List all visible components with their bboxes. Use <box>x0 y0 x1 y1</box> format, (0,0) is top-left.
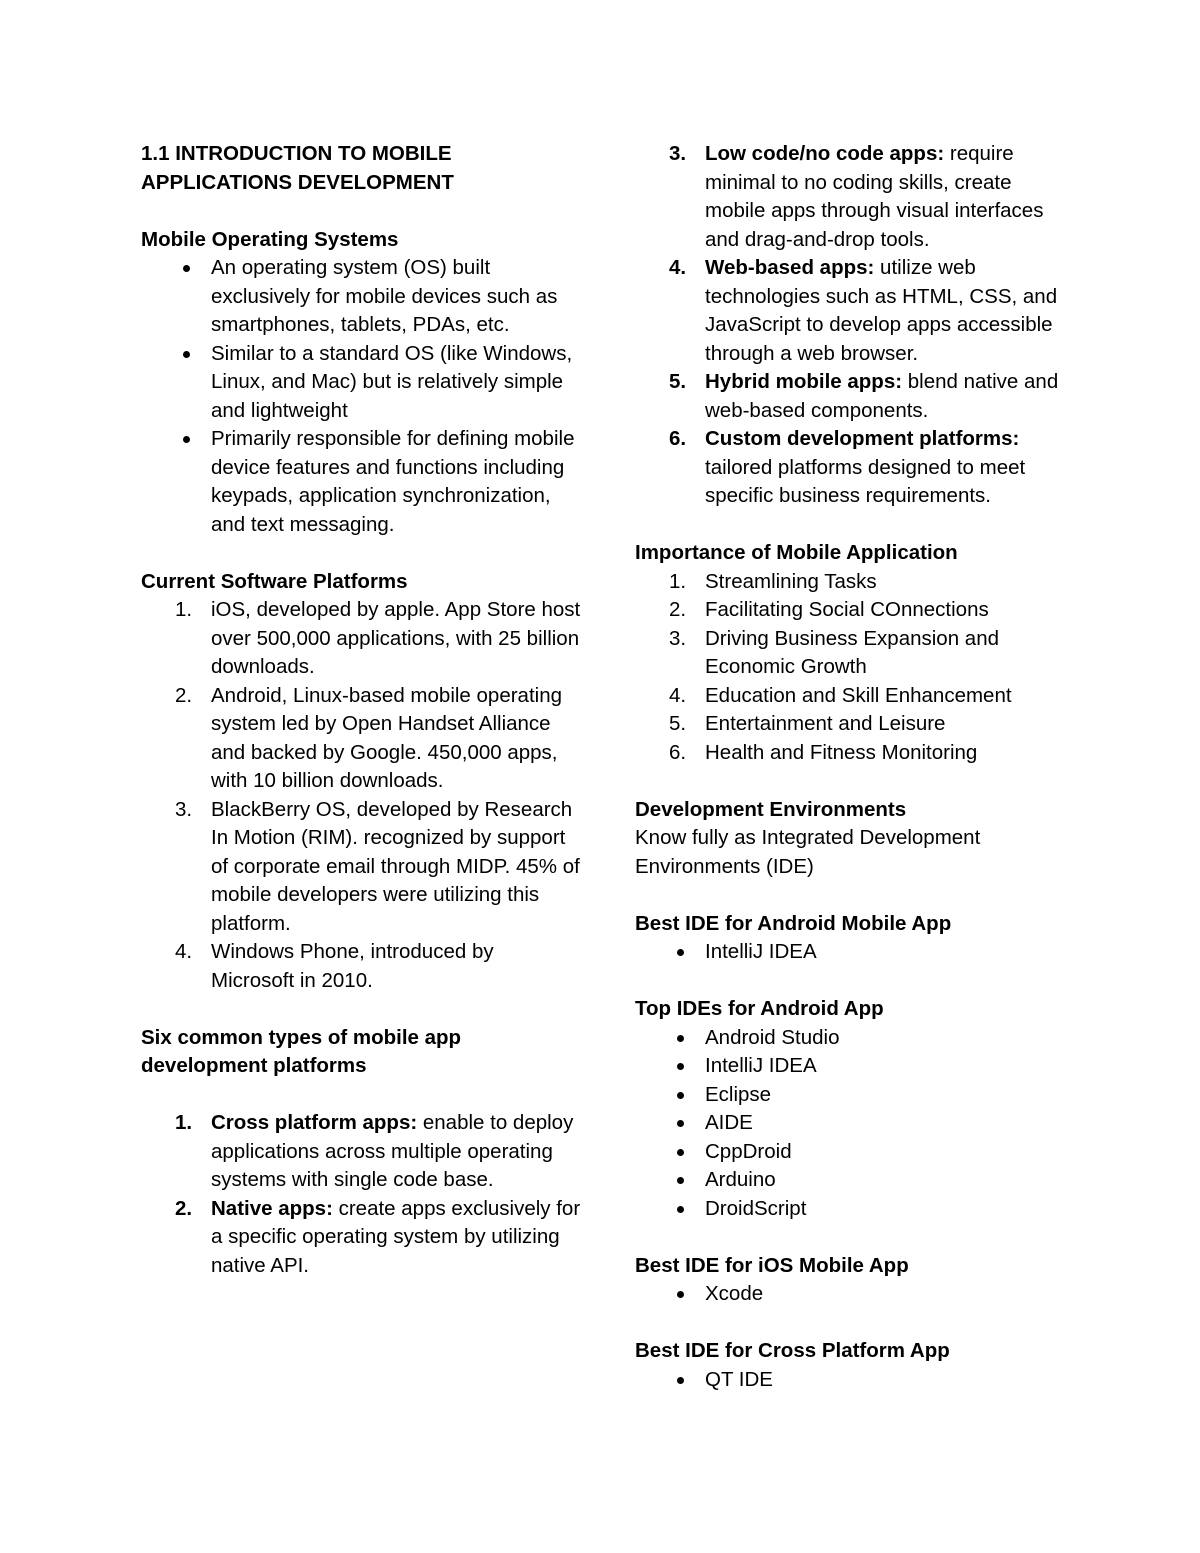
list-number: 2. <box>669 598 687 621</box>
list-item <box>635 596 1065 625</box>
title-line-1: 1.1 INTRODUCTION TO MOBILE <box>141 142 452 165</box>
list-item <box>635 1366 1065 1395</box>
list-item <box>635 682 1065 711</box>
list-item <box>141 796 581 939</box>
list-item <box>635 368 1065 425</box>
list-item-text: Facilitating Social COnnections <box>705 598 989 621</box>
list-item-term: Custom development platforms: <box>705 427 1020 450</box>
left-column <box>141 140 581 1280</box>
bullet-icon <box>677 1149 684 1156</box>
top-android-list <box>635 1024 1065 1224</box>
bullet-icon <box>677 1092 684 1099</box>
list-item <box>141 254 581 340</box>
list-number: 4. <box>669 683 687 707</box>
list-item-term: Cross platform apps: <box>211 1111 418 1134</box>
list-number: 3. <box>669 626 687 650</box>
list-number: 5. <box>669 712 687 735</box>
list-item <box>635 140 1065 254</box>
bullet-icon <box>677 1377 684 1384</box>
list-item-text: require minimal to no coding skills, create mobile apps through visual interfaces and drag-and-drop tools. <box>705 142 1044 251</box>
title-line-2: APPLICATIONS DEVELOPMENT <box>141 170 454 194</box>
platforms-heading: Current Software Platforms <box>141 569 408 593</box>
list-item-text: utilize web technologies such as HTML, CSS, and JavaScript to develop apps accessible through a web browser. <box>705 256 1058 365</box>
list-item-text: Xcode <box>705 1282 764 1305</box>
list-item <box>635 739 1065 768</box>
list-item-text: QT IDE <box>705 1367 773 1391</box>
list-item <box>141 425 581 539</box>
list-item-text: Entertainment and Leisure <box>705 712 946 735</box>
list-item <box>635 1024 1065 1053</box>
list-number: 5. <box>669 370 687 393</box>
list-item <box>141 938 581 995</box>
best-cross-list <box>635 1366 1065 1395</box>
list-item <box>635 625 1065 682</box>
list-item-text: Arduino <box>705 1168 776 1191</box>
best-ios-list <box>635 1280 1065 1309</box>
list-item-text: Similar to a standard OS (like Windows, Linux, and Mac) but is relatively simple and lightweight <box>211 341 573 422</box>
bullet-icon <box>677 1206 684 1213</box>
list-item-text: Health and Fitness Monitoring <box>705 740 978 764</box>
list-item <box>141 1195 581 1281</box>
list-number: 2. <box>175 683 193 707</box>
dev-env-text: Know fully as Integrated Development Environments (IDE) <box>635 826 981 878</box>
list-item-text: AIDE <box>705 1111 753 1134</box>
bullet-icon <box>677 1035 684 1042</box>
list-number: 3. <box>175 797 193 821</box>
six-types-heading-line-1: Six common types of mobile app <box>141 1025 462 1049</box>
list-item-text: An operating system (OS) built exclusively for mobile devices such as smartphones, tablets, PDAs, etc. <box>211 256 558 336</box>
list-item-text: Driving Business Expansion and Economic Growth <box>705 626 999 678</box>
list-item-text: IntelliJ IDEA <box>705 1054 817 1077</box>
list-item-text: blend native and web-based components. <box>705 370 1059 422</box>
bullet-icon <box>677 1120 684 1127</box>
list-item <box>141 340 581 426</box>
top-android-heading: Top IDEs for Android App <box>635 997 884 1020</box>
list-item-text: IntelliJ IDEA <box>705 940 817 963</box>
bullet-icon <box>677 1291 684 1298</box>
list-item <box>635 1109 1065 1138</box>
list-item-text: tailored platforms designed to meet specific business requirements. <box>705 455 1026 507</box>
list-number: 1. <box>669 569 687 593</box>
list-item <box>635 1195 1065 1224</box>
list-item-text: Primarily responsible for defining mobile device features and functions including keypads, application synchronization, and text messaging. <box>211 427 575 536</box>
platforms-list <box>141 596 581 995</box>
list-item <box>635 1052 1065 1081</box>
list-number: 1. <box>175 598 193 621</box>
list-item <box>635 1138 1065 1167</box>
list-item <box>141 1109 581 1195</box>
right-column <box>635 140 1065 1394</box>
mobile-os-heading: Mobile Operating Systems <box>141 227 399 251</box>
list-number: 4. <box>175 940 193 963</box>
list-item <box>635 425 1065 511</box>
mobile-os-list <box>141 254 581 539</box>
list-number: 2. <box>175 1196 193 1220</box>
list-item-term: Low code/no code apps: <box>705 142 945 165</box>
importance-list <box>635 568 1065 768</box>
bullet-icon <box>677 1063 684 1070</box>
best-ios-heading: Best IDE for iOS Mobile App <box>635 1253 909 1277</box>
list-number: 1. <box>175 1111 193 1134</box>
list-item-term: Web-based apps: <box>705 256 875 279</box>
list-number: 6. <box>669 740 687 764</box>
best-android-list <box>635 938 1065 967</box>
list-item-text: Android, Linux-based mobile operating system led by Open Handset Alliance and backed by Google. 450,000 apps, with 10 billion downloads. <box>211 683 563 792</box>
list-item <box>635 1280 1065 1309</box>
six-types-heading-line-2: development platforms <box>141 1054 367 1077</box>
list-item <box>635 710 1065 739</box>
best-android-heading: Best IDE for Android Mobile App <box>635 911 952 935</box>
list-number: 6. <box>669 427 687 450</box>
list-item-term: Hybrid mobile apps: <box>705 370 903 393</box>
list-item <box>141 596 581 682</box>
importance-heading: Importance of Mobile Application <box>635 541 958 564</box>
list-item-text: Education and Skill Enhancement <box>705 683 1012 707</box>
best-cross-heading: Best IDE for Cross Platform App <box>635 1339 950 1362</box>
six-types-list <box>141 1109 581 1280</box>
bullet-icon <box>677 949 684 956</box>
list-number: 3. <box>669 142 687 165</box>
bullet-icon <box>677 1177 684 1184</box>
bullet-icon <box>183 351 190 358</box>
list-item-text: DroidScript <box>705 1196 807 1220</box>
page-title <box>141 140 581 197</box>
list-number: 4. <box>669 256 687 279</box>
bullet-icon <box>183 436 190 443</box>
list-item <box>635 938 1065 967</box>
list-item-text: create apps exclusively for a specific operating system by utilizing native API. <box>211 1196 581 1277</box>
list-item-text: Streamlining Tasks <box>705 569 877 593</box>
list-item-term: Native apps: <box>211 1196 333 1220</box>
list-item <box>635 254 1065 368</box>
six-types-list-continued <box>635 140 1065 511</box>
bullet-icon <box>183 265 190 272</box>
list-item <box>635 1166 1065 1195</box>
list-item-text: Android Studio <box>705 1025 840 1049</box>
list-item <box>635 568 1065 597</box>
list-item <box>635 1081 1065 1110</box>
list-item-text: Windows Phone, introduced by Microsoft in 2010. <box>211 940 494 992</box>
list-item-text: iOS, developed by apple. App Store host over 500,000 applications, with 25 billion downloads. <box>211 598 581 678</box>
list-item-text: CppDroid <box>705 1139 792 1163</box>
list-item <box>141 682 581 796</box>
list-item-text: BlackBerry OS, developed by Research In Motion (RIM). recognized by support of corporate email through MIDP. 45% of mobile developers were utilizing this platform. <box>211 797 580 935</box>
list-item-text: Eclipse <box>705 1082 772 1106</box>
dev-env-heading: Development Environments <box>635 797 907 821</box>
list-item-text: enable to deploy applications across multiple operating systems with single code base. <box>211 1111 574 1191</box>
six-types-heading <box>141 1024 581 1081</box>
